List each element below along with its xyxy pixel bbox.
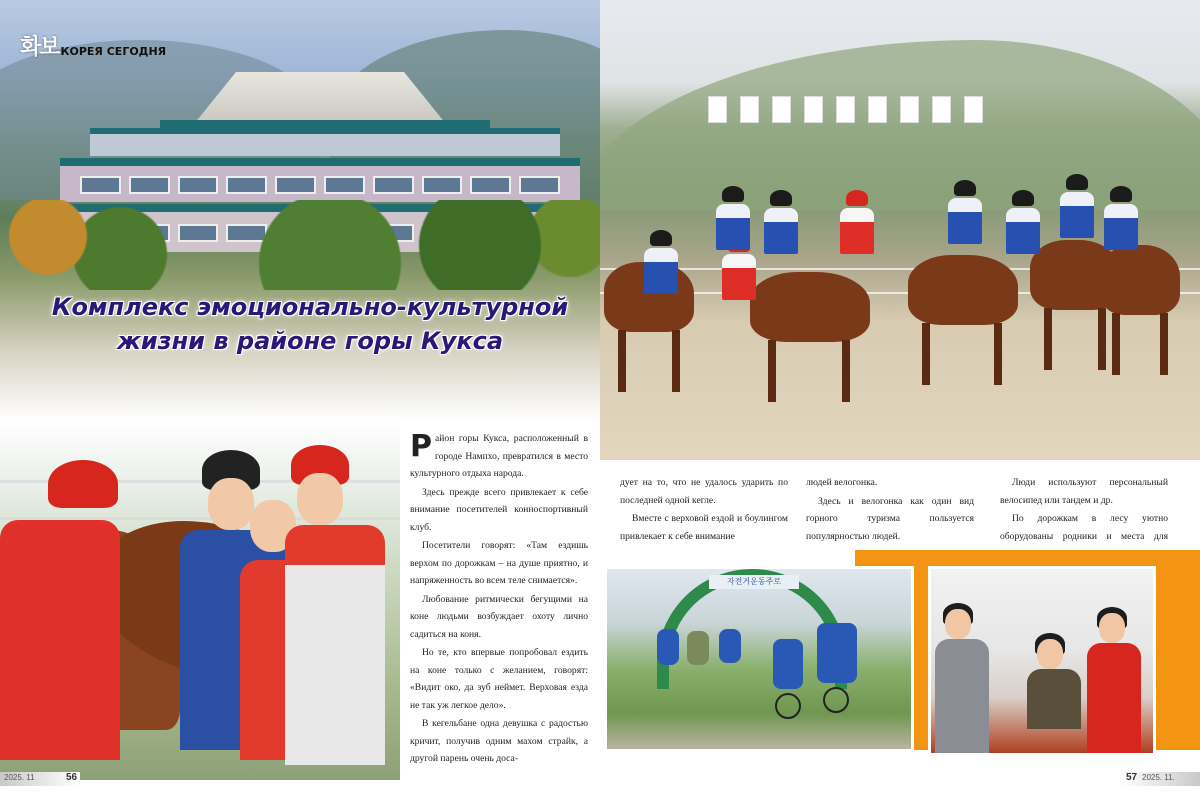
hillside <box>600 40 1200 210</box>
footer-date-right: 2025. 11. <box>1142 773 1175 782</box>
horse <box>750 272 870 342</box>
article-paragraph: Люди используют персональный велосипед или тандем и др. <box>1000 477 1168 506</box>
hill-signs <box>708 96 983 123</box>
photo-resort-building <box>0 0 600 420</box>
cyclist <box>657 629 679 665</box>
horse <box>1100 245 1180 315</box>
magazine-name: КОРЕЯ СЕГОДНЯ <box>60 45 167 58</box>
photo-horse-riders <box>600 0 1200 460</box>
photo-cycling-track <box>604 566 914 752</box>
magazine-logo: 화보 <box>20 35 59 60</box>
article-column-3 <box>806 474 974 546</box>
drop-cap: Р <box>410 429 432 464</box>
article-paragraph: Посетители говорят: «Там ездишь верхом по дорожкам – на душе приятно, и напряженность во всем теле снимается». <box>410 540 588 586</box>
article-paragraph: Здесь прежде всего привлекает к себе внимание посетителей конноспортивный клуб. <box>410 486 588 533</box>
footer-date-left: 2025. 11 <box>4 773 35 782</box>
article-paragraph: Но те, кто впервые попробовал ездить на коне только с желанием, говорят: «Видит око, да зуб неймет. Верховая езда не так уж легкое дело». <box>410 647 588 711</box>
article-headline <box>30 290 590 358</box>
horse <box>908 255 1018 325</box>
page-number-left: 56 <box>66 772 78 783</box>
article-paragraph: Любование ритмически бегущими на коне людьми возбуждает охоту лично садиться на коня. <box>410 593 588 640</box>
headline-line-2: жизни в районе горы Кукса <box>116 327 504 355</box>
tree-band <box>0 200 600 290</box>
article-paragraph: Здесь и велогонка как один вид горного туризма пользуется популярностью людей. <box>806 495 974 542</box>
article-paragraph: людей велогонка. <box>806 477 878 488</box>
magazine-brand <box>20 30 166 61</box>
headline-line-1: Комплекс эмоционально-культурной <box>51 293 569 321</box>
arch-sign: 자전거운동주로 <box>709 575 799 589</box>
cyclist <box>817 623 857 683</box>
article-paragraph: Вместе с верховой ездой и боулингом привлекает к себе внимание <box>620 513 788 542</box>
photo-girls-with-horse <box>0 420 400 780</box>
building-roof <box>170 72 470 124</box>
cyclist <box>687 631 709 665</box>
article-paragraph: В кегельбане одна девушка с радостью кричит, получив одним махом страйк, а другой парень очень доса- <box>410 718 588 764</box>
cyclist <box>719 629 741 663</box>
page-number-right: 57 <box>1126 772 1138 783</box>
article-column-2 <box>620 474 788 546</box>
article-column-1: Район горы Кукса, расположенный в городе Нампхо, превратился в место культурного отдыха народа. Здесь прежде всего привлекает к себе внимание посетителей конноспортивный клуб. Посетители говорят: «Там ездишь верхом по дорожкам – на душе приятно, и напряженность во всем теле снимается». Любование ритмически бегущими на коне людьми возбуждает охоту лично садиться на коня. Но те, кто впервые попробовал ездить на коне только с желанием, говорят: «Видит око, да зуб неймет. Верховая езда не так уж легкое дело». В кегельбане одна девушка с радостью кричит, получив одним махом страйк, а другой парень очень доса- <box>410 430 588 769</box>
cyclist <box>773 639 803 689</box>
article-paragraph: По дорожкам в лесу уютно оборудованы родники и места для <box>1000 513 1168 542</box>
photo-bowling-alley <box>928 566 1156 756</box>
article-paragraph: дует на то, что не удалось ударить по последней одной кегле. <box>620 477 788 506</box>
right-page <box>600 0 1200 800</box>
